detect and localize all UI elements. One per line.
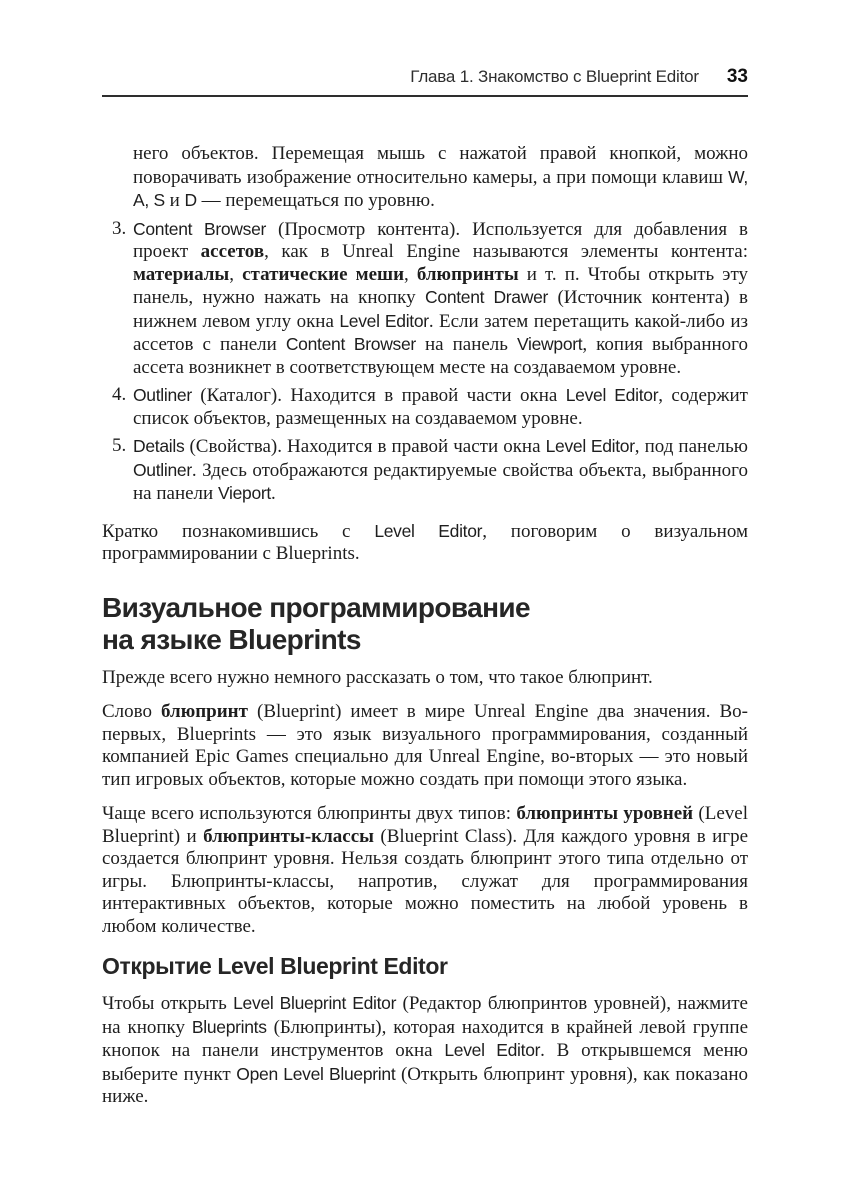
text-segment: Слово [102, 701, 162, 722]
page-body [102, 143, 748, 1109]
ui-term: Content Drawer [425, 287, 549, 307]
subsection-heading: Открытие Level Blueprint Editor [102, 953, 448, 979]
text-segment: Чаще всего используются блюпринты двух типов: [102, 803, 517, 824]
text-segment: (Блюпринты), которая находится в крайней левой группе кнопок на панели инструментов окна [102, 1016, 749, 1061]
text-segment: него объектов. Перемещая мышь с нажатой правой кнопкой, можно поворачивать изображение относительно камеры, а при помощи клавиш [133, 143, 748, 188]
list-number: 5. [112, 435, 127, 456]
ui-term: Viewport [516, 334, 583, 354]
text-segment: (Открыть блюпринт уровня), как показано ниже. [102, 1063, 748, 1107]
paragraph-blueprint-meaning [102, 701, 748, 791]
section-heading-line1: Визуальное программирование [102, 591, 531, 623]
ui-term: Level Editor [374, 520, 483, 541]
ui-term: Level Editor [565, 385, 659, 405]
text-segment: (Каталог). Находится в правой части окна [191, 385, 566, 406]
page-number: 33 [726, 66, 748, 87]
ui-term: W, A, S [133, 166, 748, 210]
text-segment: . Здесь отображаются редактируемые свойства объекта, выбранного на панели [133, 459, 748, 504]
text-segment: на панель [415, 334, 517, 355]
text-segment: (Просмотр контента). Используется для добавления в проект [133, 218, 748, 262]
text-segment: , как в Unreal Engine называются элементы контента: [264, 241, 748, 262]
text-segment: (Level Blueprint) и [102, 803, 749, 847]
paragraph-level-editor-outro [102, 520, 748, 566]
text-segment: — перемещаться по уровню. [196, 190, 435, 211]
ui-term: Level Blueprint Editor [233, 993, 397, 1013]
text-segment: , поговорим о визуальном программировании с Blueprints. [102, 520, 748, 564]
paragraph-blueprint-types [102, 803, 748, 938]
text-segment: , содержит список объектов, размещенных на создаваемом уровне. [133, 385, 748, 429]
list-item-3 [102, 218, 748, 380]
ui-term: Level Editor [444, 1040, 541, 1060]
list-item-text [133, 435, 748, 506]
text-segment: , [404, 263, 417, 285]
list-item-5 [102, 435, 748, 506]
ui-term: Vieport [217, 483, 271, 503]
section-heading [102, 592, 748, 656]
text-segment: (Blueprint Class). Для каждого уровня в игре создается блюпринт уровня. Нельзя создать блюпринт этого типа отдельно от игры. Блюпринты-классы, напротив, служат для программирования интерактивных объектов, которые можно поместить на любой уровень в любом количестве. [102, 825, 749, 937]
list-number: 4. [112, 384, 127, 405]
text-segment: . [271, 483, 276, 504]
ui-term: Content Browser [133, 218, 267, 239]
list-item-text [133, 384, 748, 430]
ui-term: D [184, 190, 197, 210]
text-segment: (Редактор блюпринтов уровней), нажмите на кнопку [102, 993, 748, 1038]
list-number: 3. [112, 217, 127, 239]
text-segment: Чтобы открыть [102, 993, 234, 1014]
list-item-text [133, 218, 748, 380]
chapter-title: Глава 1. Знакомство с Blueprint Editor [410, 67, 699, 86]
text-segment: (Источник контента) в нижнем левом углу окна [133, 287, 748, 332]
ui-term: Level Editor [545, 436, 635, 456]
text-segment: блюпринты-классы [203, 825, 374, 847]
header-rule [102, 95, 748, 97]
text-segment: материалы [133, 263, 230, 285]
text-segment: и [164, 190, 185, 211]
text-segment: блюпринты [416, 263, 519, 285]
list-item-4 [102, 384, 748, 430]
text-segment: . Если затем перетащить какой-либо из ассетов с панели [133, 310, 748, 355]
ui-term: Outliner [133, 385, 192, 405]
text-segment: Прежде всего нужно немного рассказать о том, что такое блюпринт. [102, 666, 653, 688]
text-segment: ассетов [200, 241, 265, 262]
text-segment: блюпринт [161, 701, 248, 722]
ui-term: Level Editor [339, 310, 429, 331]
text-segment: , под панелью [634, 436, 748, 457]
section-heading-line2: на языке Blueprints [102, 623, 361, 655]
ui-term: Content Browser [285, 334, 416, 354]
text-segment: блюпринты уровней [516, 803, 694, 824]
paragraph-open-editor [102, 992, 748, 1109]
text-segment: и т. п. Чтобы открыть эту панель, нужно нажать на кнопку [133, 263, 749, 308]
text-segment: (Blueprint) имеет в мире Unreal Engine два значения. Во-первых, Blueprints — это язык визуального программирования, созданный компанией Epic Games специально для Unreal Engine, во-вторых — это новый тип игровых объектов, которые можно создать при помощи этого языка. [102, 701, 748, 790]
ui-term: Outliner [133, 459, 192, 480]
text-segment: , копия выбранного ассета возникнет в соответствующем месте на создаваемом уровне. [133, 334, 748, 378]
text-segment: . В открывшемся меню выберите пункт [102, 1040, 748, 1085]
continuation-paragraph [133, 143, 748, 213]
text-segment: статические меши [242, 263, 405, 285]
paragraph-blueprint-intro [102, 667, 748, 690]
running-head [102, 66, 748, 88]
ui-term: Open Level Blueprint [236, 1063, 396, 1084]
ui-term: Details [133, 436, 185, 456]
ui-term: Blueprints [191, 1016, 267, 1037]
text-segment: Кратко познакомившись с [102, 520, 375, 542]
text-segment: (Свойства). Находится в правой части окна [184, 436, 546, 457]
text-segment: , [229, 263, 243, 285]
